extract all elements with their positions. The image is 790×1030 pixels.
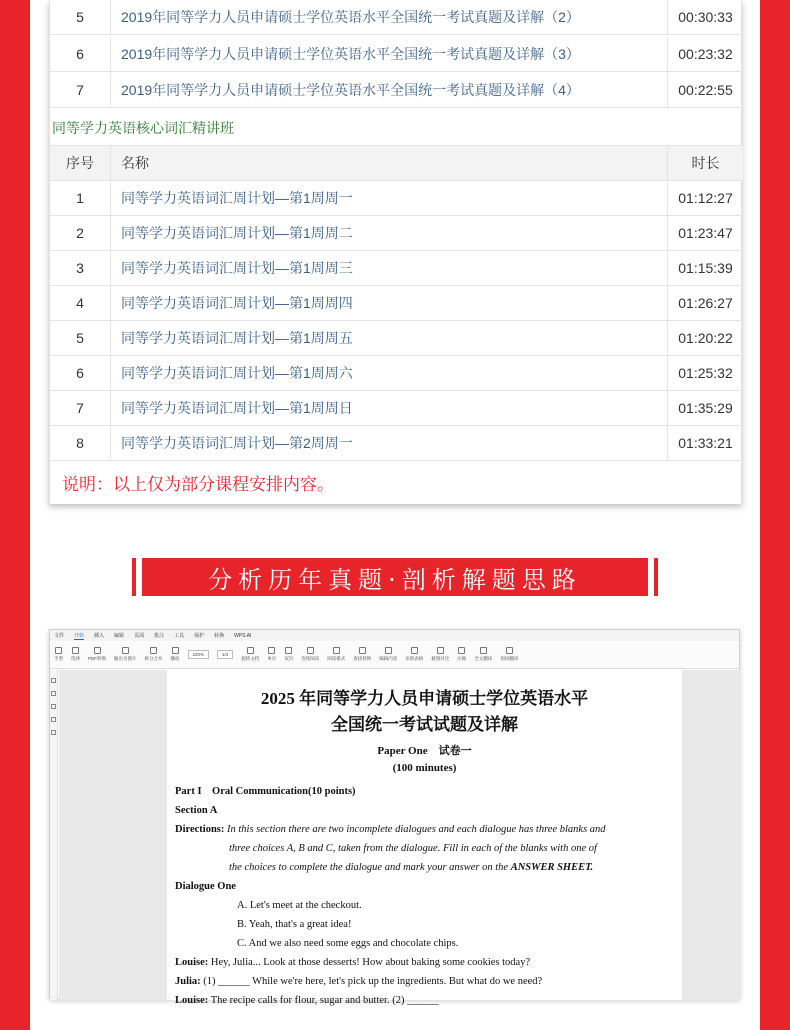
row-duration: 01:25:32 bbox=[678, 365, 733, 381]
row-duration: 01:15:39 bbox=[678, 260, 733, 276]
compress-icon bbox=[458, 647, 465, 654]
row-duration: 00:22:55 bbox=[678, 82, 733, 98]
menu-page[interactable]: 页面 bbox=[134, 633, 145, 639]
header-index: 序号 bbox=[50, 146, 111, 180]
menu-insert[interactable]: 插入 bbox=[94, 633, 105, 639]
thumbnail-icon[interactable] bbox=[51, 678, 56, 683]
single-page-icon bbox=[268, 647, 275, 654]
directions-line: Directions: In this section there are two incomplete dialogues and each dialogue has three blanks and bbox=[175, 824, 606, 835]
image-icon bbox=[122, 647, 129, 654]
row-index: 6 bbox=[50, 356, 111, 390]
dialogue-line: Louise: The recipe calls for flour, sugar and butter. (2) ______ bbox=[175, 995, 439, 1006]
row-title-link[interactable]: 同等学力英语词汇周计划—第1周周四 bbox=[111, 286, 668, 320]
row-duration: 01:35:29 bbox=[678, 400, 733, 416]
comment-icon[interactable] bbox=[51, 704, 56, 709]
screenshot-icon bbox=[437, 647, 444, 654]
table-row[interactable] bbox=[50, 73, 743, 108]
dialogue-line: Louise: Hey, Julia... Look at those desserts! How about baking some cookies today? bbox=[175, 957, 531, 968]
table-row[interactable] bbox=[50, 286, 743, 321]
document-page bbox=[167, 670, 682, 1006]
book-icon bbox=[333, 647, 340, 654]
menu-comment[interactable]: 批注 bbox=[154, 633, 165, 639]
note-text: 说明：以上仅为部分课程安排内容。 bbox=[62, 475, 334, 494]
table-row[interactable] bbox=[50, 391, 743, 426]
document-area[interactable] bbox=[59, 670, 740, 1006]
menu-home[interactable]: 开始 bbox=[74, 632, 85, 639]
dialogue-heading: Dialogue One bbox=[175, 881, 236, 892]
row-title-link[interactable]: 同等学力英语词汇周计划—第1周周二 bbox=[111, 216, 668, 250]
row-title-link[interactable]: 2019年同等学力人员申请硕士学位英语水平全国统一考试真题及详解（4） bbox=[111, 73, 668, 107]
search-icon[interactable] bbox=[51, 730, 56, 735]
row-title-link[interactable]: 2019年同等学力人员申请硕士学位英语水平全国统一考试真题及详解（2） bbox=[111, 0, 668, 34]
row-title-link[interactable]: 同等学力英语词汇周计划—第1周周六 bbox=[111, 356, 668, 390]
row-duration: 00:30:33 bbox=[678, 9, 733, 25]
row-duration: 01:20:22 bbox=[678, 330, 733, 346]
menu-wps-ai[interactable]: WPS AI bbox=[234, 632, 252, 639]
choice-c: C. And we also need some eggs and chocolate chips. bbox=[237, 938, 459, 949]
continuous-icon bbox=[307, 647, 314, 654]
pdf-convert-button[interactable]: PDF转换 bbox=[88, 647, 106, 662]
hand-icon bbox=[55, 647, 62, 654]
play-icon bbox=[172, 647, 179, 654]
zoom-field[interactable]: 220% bbox=[188, 650, 210, 659]
toolbar bbox=[50, 641, 739, 669]
bookmark-icon[interactable] bbox=[51, 691, 56, 696]
table-row[interactable] bbox=[50, 426, 743, 461]
translate-icon bbox=[506, 647, 513, 654]
choice-b: B. Yeah, that's a great idea! bbox=[237, 919, 352, 930]
row-duration: 01:12:27 bbox=[678, 190, 733, 206]
export-image-button[interactable]: 输出为图片 bbox=[114, 647, 137, 662]
row-duration: 00:23:32 bbox=[678, 46, 733, 62]
edit-content-button[interactable]: 编辑内容 bbox=[379, 647, 397, 662]
doc-title: 2025 年同等学力人员申请硕士学位英语水平 全国统一考试试题及详解 bbox=[260, 689, 589, 734]
search-icon bbox=[359, 647, 366, 654]
section-heading: Section A bbox=[175, 805, 218, 816]
section-banner bbox=[142, 558, 648, 596]
row-index: 4 bbox=[50, 286, 111, 320]
table-row[interactable] bbox=[50, 321, 743, 356]
menu-protect[interactable]: 保护 bbox=[194, 633, 205, 639]
find-replace-button[interactable]: 查找替换 bbox=[353, 647, 371, 662]
minutes-label: (100 minutes) bbox=[392, 762, 457, 774]
course-table-card bbox=[49, 0, 742, 504]
row-title-link[interactable]: 同等学力英语词汇周计划—第2周周一 bbox=[111, 426, 668, 460]
table-row[interactable] bbox=[50, 251, 743, 286]
header-duration: 时长 bbox=[691, 155, 720, 171]
row-index: 2 bbox=[50, 216, 111, 250]
directions-line: three choices A, B and C, taken from the dialogue. Fill in each of the blanks with one of bbox=[229, 843, 597, 854]
row-duration: 01:23:47 bbox=[678, 225, 733, 241]
choice-a: A. Let's meet at the checkout. bbox=[237, 900, 362, 911]
row-title-link[interactable]: 同等学力英语词汇周计划—第1周周日 bbox=[111, 391, 668, 425]
part-heading: Part I Oral Communication(10 points) bbox=[175, 786, 356, 797]
header-name: 名称 bbox=[111, 146, 668, 180]
row-index: 7 bbox=[50, 391, 111, 425]
row-title-link[interactable]: 同等学力英语词汇周计划—第1周周三 bbox=[111, 251, 668, 285]
row-index: 8 bbox=[50, 426, 111, 460]
recognize-table-button[interactable]: 识别表格 bbox=[405, 647, 423, 662]
table-row[interactable] bbox=[50, 37, 743, 72]
translate-icon bbox=[480, 647, 487, 654]
split-icon bbox=[150, 647, 157, 654]
edit-icon bbox=[385, 647, 392, 654]
table-row[interactable] bbox=[50, 0, 743, 35]
banner-title: 分析历年真题·剖析解题思路 bbox=[208, 565, 582, 594]
rotate-button[interactable]: 旋转文档 bbox=[241, 647, 259, 662]
pdf-viewer-screenshot bbox=[49, 629, 740, 1006]
paper-label: Paper One 试卷一 bbox=[377, 745, 472, 757]
read-mode-button[interactable]: 阅读模式 bbox=[327, 647, 345, 662]
row-index: 5 bbox=[50, 0, 111, 34]
menu-convert[interactable]: 转换 bbox=[214, 633, 225, 639]
attachment-icon[interactable] bbox=[51, 717, 56, 722]
row-duration: 01:26:27 bbox=[678, 295, 733, 311]
menu-edit[interactable]: 编辑 bbox=[114, 633, 125, 639]
screenshot-compare-button[interactable]: 截图对比 bbox=[431, 647, 449, 662]
select-tool-button[interactable]: 选择 bbox=[71, 647, 80, 662]
single-page-button[interactable]: 单页 bbox=[267, 647, 276, 662]
play-button[interactable]: 播放 bbox=[171, 647, 180, 662]
cursor-icon bbox=[72, 647, 79, 654]
word-translate-button[interactable]: 划词翻译 bbox=[500, 647, 518, 662]
double-page-button[interactable]: 双页 bbox=[284, 647, 293, 662]
menu-bar bbox=[50, 630, 739, 641]
row-index: 7 bbox=[50, 73, 111, 107]
table-row[interactable] bbox=[50, 356, 743, 391]
directions-line: the choices to complete the dialogue and mark your answer on the ANSWER SHEET. bbox=[229, 862, 594, 873]
table-row[interactable] bbox=[50, 181, 743, 216]
menu-file[interactable]: 文件 bbox=[54, 633, 65, 639]
row-title-link[interactable]: 2019年同等学力人员申请硕士学位英语水平全国统一考试真题及详解（3） bbox=[111, 37, 668, 71]
row-title-link[interactable]: 同等学力英语词汇周计划—第1周周一 bbox=[111, 181, 668, 215]
continuous-read-button[interactable]: 连续阅读 bbox=[301, 647, 319, 662]
hand-tool-button[interactable]: 手型 bbox=[54, 647, 63, 662]
row-index: 5 bbox=[50, 321, 111, 355]
left-sidebar bbox=[50, 670, 58, 1000]
page-number-field[interactable]: 1/4 bbox=[217, 650, 233, 659]
row-duration: 01:33:21 bbox=[678, 435, 733, 451]
dialogue-line: Julia: (1) ______ While we're here, let's pick up the ingredients. But what do we need? bbox=[175, 976, 543, 987]
compress-button[interactable]: 压缩 bbox=[457, 647, 466, 662]
double-page-icon bbox=[285, 647, 292, 654]
table-row[interactable] bbox=[50, 216, 743, 251]
table-header bbox=[50, 146, 743, 181]
split-merge-button[interactable]: 拆分合并 bbox=[145, 647, 163, 662]
translate-button[interactable]: 全文翻译 bbox=[474, 647, 492, 662]
rotate-icon bbox=[247, 647, 254, 654]
menu-tools[interactable]: 工具 bbox=[174, 633, 185, 639]
row-index: 1 bbox=[50, 181, 111, 215]
convert-icon bbox=[94, 647, 101, 654]
table-icon bbox=[411, 647, 418, 654]
row-title-link[interactable]: 同等学力英语词汇周计划—第1周周五 bbox=[111, 321, 668, 355]
row-index: 3 bbox=[50, 251, 111, 285]
section-title: 同等学力英语核心词汇精讲班 bbox=[50, 111, 743, 146]
row-index: 6 bbox=[50, 37, 111, 71]
